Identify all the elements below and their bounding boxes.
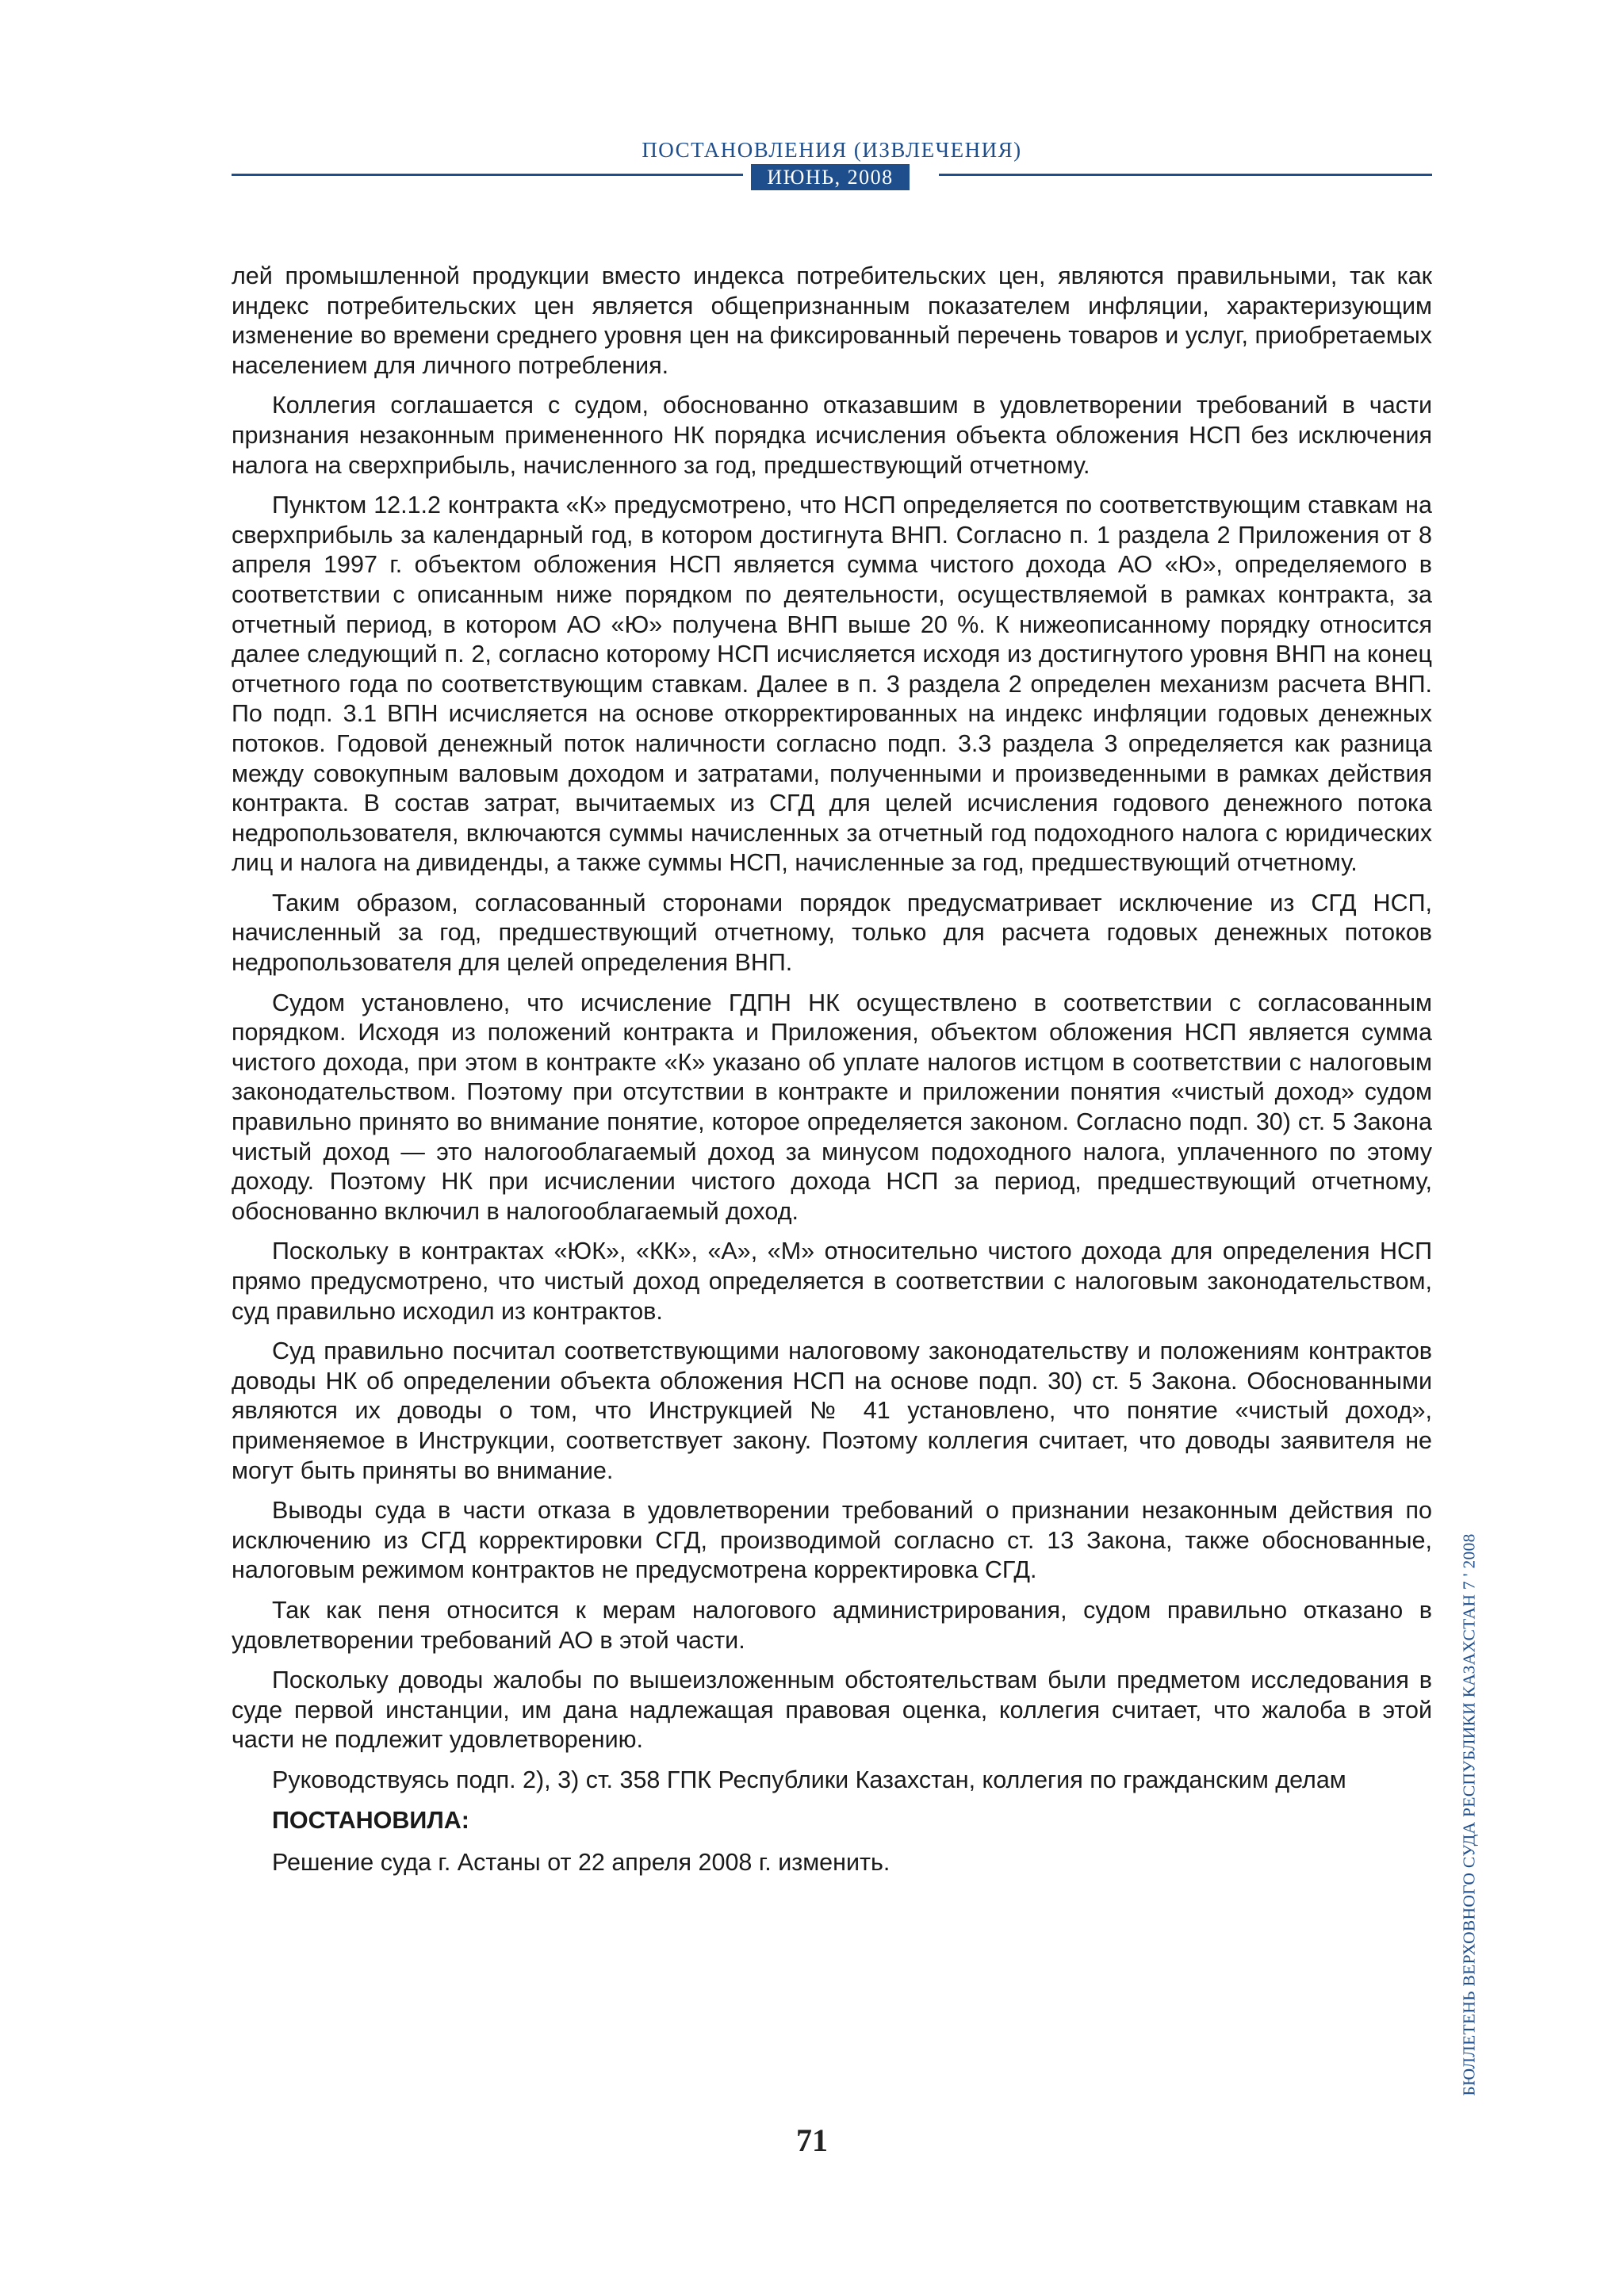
body-paragraph-4: Таким образом, согласованный сторонами порядок предусматривает исключение из СГД НСП, начисленный за год, предшествующий отчетному, только для расчета годовых денежных потоков недропользователя для целей определения ВНП. [232, 889, 1432, 977]
body-paragraph-11: Руководствуясь подп. 2), 3) ст. 358 ГПК Республики Казахстан, коллегия по гражданским делам [272, 1766, 1346, 1793]
body-paragraph-7: Суд правильно посчитал соответствующими налоговому законодательству и положениям контрактов доводы НК об определении объекта обложения НСП на основе подп. 30) ст. 5 Закона. Обоснованными являются их доводы о том, что Инструкцией № 41 установлено, что понятие «чистый доход», применяемое в Инструкции, соответствует закону. Поэтому коллегия считает, что доводы заявителя не могут быть приняты во внимание. [232, 1337, 1432, 1484]
body-paragraph-2: Коллегия соглашается с судом, обоснованно отказавшим в удовлетворении требований в части признания незаконным примененного НК порядка исчисления объекта обложения НСП без исключения налога на сверхприбыль, начисленного за год, предшествующий отчетному. [232, 392, 1432, 479]
issue-date-badge: ИЮНЬ, 2008 [751, 164, 910, 190]
header-rule-right [939, 174, 1432, 176]
resolution-text: Решение суда г. Астаны от 22 апреля 2008 г. изменить. [272, 1849, 891, 1877]
body-paragraph-1: лей промышленной продукции вместо индекса потребительских цен, являются правильными, так как индекс потребительских цен является общепризнанным показателем инфляции, характеризующим изменение во времени среднего уровня цен на фиксированный перечень товаров и услуг, приобретаемых населением для личного потребления. [232, 262, 1432, 379]
resolution-heading: ПОСТАНОВИЛА: [272, 1806, 469, 1834]
body-paragraph-6: Поскольку в контрактах «ЮК», «КК», «А», «М» относительно чистого дохода для определения НСП прямо предусмотрено, что чистый доход определяется в соответствии с налоговым законодательством, суд правильно исходил из контрактов. [232, 1238, 1432, 1325]
body-paragraph-9: Так как пеня относится к мерам налогового администрирования, судом правильно отказано в удовлетворении требований АО в этой части. [232, 1596, 1432, 1654]
document-body [232, 262, 1432, 1878]
section-title: ПОСТАНОВЛЕНИЯ (ИЗВЛЕЧЕНИЯ) [642, 138, 1022, 162]
bulletin-side-caption: БЮЛЛЕТЕНЬ ВЕРХОВНОГО СУДА РЕСПУБЛИКИ КАЗАХСТАН 7 ' 2008 [1459, 1533, 1479, 2096]
side-caption-container [1455, 1510, 1484, 2119]
body-paragraph-3: Пунктом 12.1.2 контракта «К» предусмотрено, что НСП определяется по соответствующим ставкам на сверхприбыль за календарный год, в котором достигнута ВНП. Согласно п. 1 раздела 2 Приложения от 8 апреля 1997 г. объектом обложения НСП является сумма чистого дохода АО «Ю», определяемого в соответствии с описанным ниже порядком по деятельности, осуществляемой в рамках контракта, за отчетный период, в котором АО «Ю» получена ВНП выше 20 %. К нижеописанному порядку относится далее следующий п. 2, согласно которому НСП исчисляется исходя из достигнутого уровня ВНП на конец отчетного года по соответствующим ставкам. Далее в п. 3 раздела 2 определен механизм расчета ВНП. По подп. 3.1 ВПН исчисляется на основе откорректированных на индекс инфляции годовых денежных потоков. Годовой денежный поток наличности согласно подп. 3.3 раздела 3 определяется как разница между совокупным валовым доходом и затратами, полученными и произведенными в рамках действия контракта. В состав затрат, вычитаемых из СГД для целей исчисления годового денежного потока недропользователя, включаются суммы начисленных за отчетный год подоходного налога с юридических лиц и налога на дивиденды, а также суммы НСП, начисленные за год, предшествующий отчетному. [232, 492, 1432, 877]
page-header [232, 138, 1432, 198]
body-paragraph-10: Поскольку доводы жалобы по вышеизложенным обстоятельствам были предметом исследования в суде первой инстанции, им дана надлежащая правовая оценка, коллегия считает, что жалоба в этой части не подлежит удовлетворению. [232, 1667, 1432, 1754]
body-paragraph-8: Выводы суда в части отказа в удовлетворении требований о признании незаконным действия по исключению из СГД корректировки СГД, производимой согласно ст. 13 Закона, также обоснованные, налоговым режимом контрактов не предусмотрена корректировка СГД. [232, 1497, 1432, 1584]
page-number: 71 [796, 2122, 828, 2158]
header-rule-left [232, 174, 743, 176]
body-paragraph-5: Судом установлено, что исчисление ГДПН НК осуществлено в соответствии с согласованным порядком. Исходя из положений контракта и Приложения, объектом обложения НСП является сумма чистого дохода, при этом в контракте «К» указано об уплате налогов истцом в соответствии с налоговым законодательством. Поэтому при отсутствии в контракте и приложении понятия «чистый доход» судом правильно принято во внимание понятие, которое определяется законом. Согласно подп. 30) ст. 5 Закона чистый доход — это налогооблагаемый доход за минусом подоходного налога, уплаченного по этому доходу. Поэтому НК при исчислении чистого дохода НСП за период, предшествующий отчетному, обоснованно включил в налогооблагаемый доход. [232, 989, 1432, 1225]
